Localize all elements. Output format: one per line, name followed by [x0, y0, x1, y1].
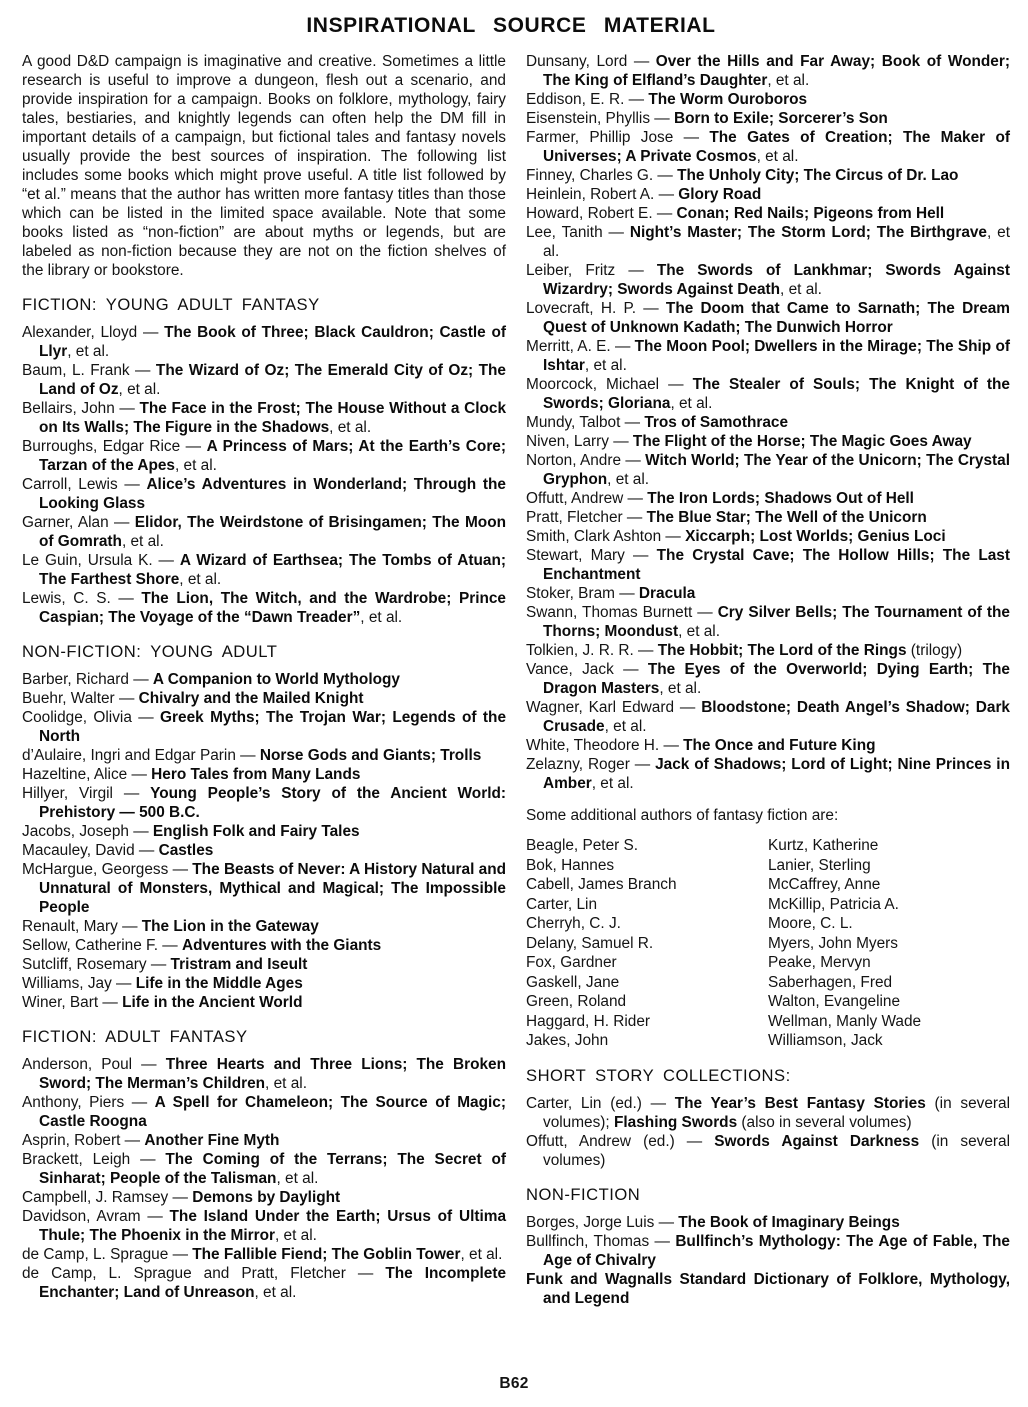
- book-titles: The Worm Ouroboros: [648, 91, 808, 108]
- author-name: Myers, John Myers: [768, 934, 898, 952]
- book-titles: The Stealer of Souls; The Knight of the Swords; Gloriana: [543, 376, 1010, 412]
- book-titles: The Lion in the Gateway: [141, 918, 319, 935]
- book-entry: [526, 1270, 1010, 1308]
- book-entry: [22, 513, 506, 551]
- author-name: Green, Roland: [526, 993, 627, 1010]
- entry-text: Offutt, Andrew —: [526, 490, 648, 507]
- entry-text: , et al.: [767, 72, 810, 89]
- entry-text: Brackett, Leigh —: [22, 1151, 166, 1168]
- page-title: INSPIRATIONAL SOURCE MATERIAL: [306, 14, 716, 37]
- book-titles: Life in the Middle Ages: [135, 975, 303, 992]
- book-entry: [526, 375, 1010, 413]
- section-heading: NON-FICTION: YOUNG ADULT: [22, 642, 278, 661]
- book-titles: Flashing Swords: [614, 1113, 738, 1131]
- entry-text: , et al.: [174, 457, 217, 474]
- entry-text: (also in several volumes): [737, 1113, 912, 1131]
- left-column: [22, 52, 506, 1302]
- entry-text: Lewis, C. S. —: [22, 590, 142, 607]
- book-titles: A Companion to World Mythology: [152, 671, 400, 688]
- book-titles: The Island Under the Earth; Ursus of Ultima Thule; The Phoenix in the Mirror: [39, 1208, 506, 1244]
- author-name: Carter, Lin: [526, 895, 598, 913]
- entry-text: Merritt, A. E. —: [526, 338, 635, 355]
- book-titles: The Unholy City; The Circus of Dr. Lao: [677, 167, 959, 184]
- entry-text: Williams, Jay —: [22, 975, 136, 992]
- book-entry: [526, 261, 1010, 299]
- entry-text: , et al.: [121, 533, 164, 550]
- entry-text: Baum, L. Frank —: [22, 362, 156, 379]
- entry-text: Lee, Tanith —: [526, 224, 630, 241]
- book-entry: [22, 1131, 506, 1150]
- additional-authors-list: [526, 836, 1010, 1051]
- book-entry: [22, 551, 506, 589]
- book-titles: Hero Tales from Many Lands: [151, 766, 361, 783]
- book-entry: [526, 527, 1010, 546]
- book-titles: The Face in the Frost; The House Without a Clock on Its Walls; The Figure in the Shadows: [39, 400, 506, 436]
- entry-text: Asprin, Robert —: [22, 1132, 145, 1149]
- book-entry: [526, 508, 1010, 527]
- entry-text: Le Guin, Ursula K. —: [22, 552, 180, 569]
- author-name: Wellman, Manly Wade: [768, 1012, 922, 1030]
- book-entry: [526, 337, 1010, 375]
- book-entry: [526, 166, 1010, 185]
- entry-text: Barber, Richard —: [22, 671, 153, 688]
- entry-text: , et al.: [67, 343, 110, 360]
- entry-text: Smith, Clark Ashton —: [526, 528, 686, 545]
- book-titles: The Once and Future King: [683, 737, 876, 754]
- book-entry: [526, 432, 1010, 451]
- author-name: Gaskell, Jane: [526, 973, 620, 991]
- book-entry: [526, 736, 1010, 755]
- book-titles: Born to Exile; Sorcerer’s Son: [673, 110, 888, 127]
- entry-text: Carroll, Lewis —: [22, 476, 147, 493]
- book-entry: [22, 361, 506, 399]
- book-entry: [526, 1213, 1010, 1232]
- entry-text: (in several volumes);: [543, 1094, 1010, 1131]
- section-heading: FICTION: ADULT FANTASY: [22, 1027, 248, 1046]
- book-titles: Castles: [158, 842, 214, 859]
- right-column: [526, 52, 1010, 1308]
- book-titles: Conan; Red Nails; Pigeons from Hell: [676, 205, 945, 222]
- entry-text: , et al.: [756, 148, 799, 165]
- author-name: Jakes, John: [526, 1032, 609, 1049]
- book-titles: Young People’s Story of the Ancient World: Prehistory — 500 B.C.: [39, 785, 506, 821]
- entry-text: (trilogy): [906, 642, 963, 659]
- entry-text: , et al.: [659, 680, 702, 697]
- book-entry: [22, 974, 506, 993]
- book-titles: Night’s Master; The Storm Lord; The Birthgrave: [629, 224, 987, 241]
- book-entry: [22, 993, 506, 1012]
- book-entry: [22, 475, 506, 513]
- entry-text: Offutt, Andrew (ed.) —: [526, 1132, 715, 1150]
- entry-text: Swann, Thomas Burnett —: [526, 604, 718, 621]
- book-entry: [22, 917, 506, 936]
- entry-text: , et al.: [780, 281, 822, 298]
- book-entry: [22, 822, 506, 841]
- book-entry: [22, 1264, 506, 1302]
- entry-text: Burroughs, Edgar Rice —: [22, 438, 207, 455]
- book-titles: Elidor, The Weirdstone of Brisingamen; The Moon of Gomrath: [39, 514, 506, 550]
- book-titles: The Iron Lords; Shadows Out of Hell: [647, 490, 914, 507]
- entry-text: Finney, Charles G. —: [526, 167, 678, 184]
- book-titles: Another Fine Myth: [144, 1132, 280, 1149]
- entry-text: Vance, Jack —: [526, 661, 648, 678]
- book-entry: [526, 128, 1010, 166]
- entry-text: Anderson, Poul —: [22, 1056, 166, 1073]
- book-titles: The Beasts of Never: A History Natural and Unnatural of Monsters, Mythical and Magical; The Impossible People: [39, 861, 507, 916]
- book-entry: [526, 755, 1010, 793]
- entry-text: Eisenstein, Phyllis —: [526, 110, 674, 127]
- author-name: Kurtz, Katherine: [768, 837, 879, 854]
- entry-text: , et al.: [265, 1075, 307, 1092]
- entry-text: , et al.: [254, 1284, 297, 1301]
- entry-text: Alexander, Lloyd —: [22, 324, 165, 341]
- book-titles: Life in the Ancient World: [122, 994, 303, 1011]
- book-entry: [22, 1188, 506, 1207]
- entry-text: de Camp, L. Sprague and Pratt, Fletcher —: [22, 1265, 386, 1282]
- book-titles: Chivalry and the Mailed Knight: [138, 690, 364, 707]
- entry-text: Garner, Alan —: [22, 514, 135, 531]
- book-titles: Glory Road: [678, 186, 762, 203]
- entry-text: Anthony, Piers —: [22, 1094, 155, 1111]
- author-name: Cabell, James Branch: [526, 876, 677, 893]
- book-titles: Bloodstone; Death Angel’s Shadow; Dark Crusade: [543, 699, 1010, 735]
- book-entry: [526, 489, 1010, 508]
- entry-text: , et al.: [591, 775, 634, 792]
- entry-text: , et al.: [179, 571, 222, 588]
- entry-text: Winer, Bart —: [22, 994, 123, 1011]
- entry-text: (in several volumes): [543, 1132, 1011, 1169]
- book-entry: [22, 1245, 506, 1264]
- book-entry: [22, 765, 506, 784]
- entry-text: d’Aulaire, Ingri and Edgar Parin —: [22, 747, 260, 764]
- entry-text: Carter, Lin (ed.) —: [526, 1094, 675, 1112]
- entry-text: Howard, Robert E. —: [526, 205, 677, 222]
- book-titles: The Year’s Best Fantasy Stories: [674, 1094, 926, 1112]
- entry-text: , et al.: [607, 471, 650, 488]
- book-entry: [22, 784, 506, 822]
- entry-text: , et al.: [329, 419, 372, 436]
- entry-text: Farmer, Phillip Jose —: [526, 129, 710, 146]
- book-titles: The Gates of Creation; The Maker of Universes; A Private Cosmos: [543, 129, 1011, 165]
- entry-text: , et al.: [678, 623, 720, 640]
- book-titles: Three Hearts and Three Lions; The Broken Sword; The Merman’s Children: [39, 1056, 506, 1092]
- book-entry: [526, 641, 1010, 660]
- book-entry: [22, 860, 506, 917]
- entry-text: Tolkien, J. R. R. —: [526, 642, 658, 659]
- book-entry: [526, 1232, 1010, 1270]
- book-entry: [526, 1132, 1010, 1170]
- entry-text: de Camp, L. Sprague —: [22, 1246, 193, 1263]
- book-titles: Adventures with the Giants: [181, 937, 382, 954]
- book-entry: [526, 603, 1010, 641]
- book-entry: [22, 323, 506, 361]
- book-entry: [22, 955, 506, 974]
- entry-text: , et al.: [584, 357, 627, 374]
- book-entry: [526, 1094, 1010, 1132]
- author-name: Delany, Samuel R.: [526, 934, 654, 952]
- entry-text: Niven, Larry —: [526, 433, 633, 450]
- book-entry: [526, 698, 1010, 736]
- book-titles: Tros of Samothrace: [644, 414, 789, 431]
- author-name: McKillip, Patricia A.: [768, 895, 899, 913]
- two-column-layout: [22, 52, 1010, 1308]
- author-name: Williamson, Jack: [768, 1032, 883, 1049]
- entry-text: Buehr, Walter —: [22, 690, 139, 707]
- book-titles: Demons by Daylight: [192, 1189, 341, 1206]
- intro-paragraph: A good D&D campaign is imaginative and creative. Sometimes a little research is useful to improve a dungeon, flesh out a scenario, and provide inspiration for a campaign. Books on folklore, mythology, fairy tales, bestiaries, and knightly legends can often help the DM fill in important details of a campaign, but fictional tales and fantasy novels usually provide the best sources of inspiration. The following list includes some books which might prove useful. A title list followed by “et al.” means that the author has written more fantasy titles than those which can be listed in the limited space available. Note that some books listed as “non-fiction” are about myths or legends, but are labeled as non-fiction because they are not on the fiction shelves of the library or bookstore.: [22, 53, 506, 279]
- book-titles: The Fallible Fiend; The Goblin Tower: [192, 1246, 461, 1263]
- entry-text: Campbell, J. Ramsey —: [22, 1189, 193, 1206]
- book-titles: The Swords of Lankhmar; Swords Against Wizardry; Swords Against Death: [543, 262, 1010, 298]
- author-name: Fox, Gardner: [526, 954, 617, 971]
- entry-text: Macauley, David —: [22, 842, 159, 859]
- book-entry: [526, 109, 1010, 128]
- book-titles: The Moon Pool; Dwellers in the Mirage; The Ship of Ishtar: [543, 338, 1011, 374]
- book-entry: [22, 437, 506, 475]
- book-titles: Norse Gods and Giants; Trolls: [259, 747, 482, 764]
- book-titles: English Folk and Fairy Tales: [152, 823, 360, 840]
- entry-text: Leiber, Fritz —: [526, 262, 657, 279]
- book-entry: [22, 689, 506, 708]
- book-entry: [22, 746, 506, 765]
- entry-text: , et al.: [118, 381, 161, 398]
- author-name: Bok, Hannes: [526, 856, 615, 874]
- author-name: Peake, Mervyn: [768, 954, 871, 971]
- book-titles: Xiccarph; Lost Worlds; Genius Loci: [685, 528, 946, 545]
- book-entry: [526, 451, 1010, 489]
- author-name: Beagle, Peter S.: [526, 837, 639, 854]
- book-entry: [22, 670, 506, 689]
- entry-text: Norton, Andre —: [526, 452, 646, 469]
- book-entry: [22, 1093, 506, 1131]
- entry-text: Borges, Jorge Luis —: [526, 1213, 679, 1231]
- entry-text: Sellow, Catherine F. —: [22, 937, 182, 954]
- entry-text: McHargue, Georgess —: [22, 861, 193, 878]
- book-titles: Dracula: [638, 585, 696, 602]
- author-name: Walton, Evangeline: [768, 993, 901, 1010]
- author-name: Haggard, H. Rider: [526, 1012, 651, 1030]
- author-name: Saberhagen, Fred: [768, 973, 893, 991]
- book-titles: Jack of Shadows; Lord of Light; Nine Princes in Amber: [543, 756, 1010, 792]
- entry-text: Coolidge, Olivia —: [22, 709, 161, 726]
- book-titles: Funk and Wagnalls Standard Dictionary of Folklore, Mythology, and Legend: [526, 1270, 1010, 1307]
- entry-text: , et al.: [275, 1227, 317, 1244]
- section-heading: FICTION: YOUNG ADULT FANTASY: [22, 295, 320, 314]
- entry-text: Bellairs, John —: [22, 400, 140, 417]
- book-entry: [526, 90, 1010, 109]
- additional-authors-intro: Some additional authors of fantasy fiction are:: [526, 807, 839, 824]
- book-titles: The Wizard of Oz; The Emerald City of Oz; The Land of Oz: [39, 362, 506, 398]
- author-name: McCaffrey, Anne: [768, 876, 881, 893]
- book-titles: The Crystal Cave; The Hollow Hills; The Last Enchantment: [543, 547, 1010, 583]
- entry-text: Mundy, Talbot —: [526, 414, 645, 431]
- book-titles: The Blue Star; The Well of the Unicorn: [646, 509, 927, 526]
- book-titles: A Princess of Mars; At the Earth’s Core; Tarzan of the Apes: [39, 438, 506, 474]
- book-entry: [22, 708, 506, 746]
- entry-text: , et al.: [360, 609, 403, 626]
- section-heading: SHORT STORY COLLECTIONS:: [526, 1065, 791, 1085]
- entry-text: Heinlein, Robert A. —: [526, 186, 679, 203]
- book-titles: Over the Hills and Far Away; Book of Wonder; The King of Elfland’s Daughter: [543, 53, 1010, 89]
- entry-text: Stoker, Bram —: [526, 585, 639, 602]
- book-titles: Swords Against Darkness: [714, 1132, 920, 1150]
- section-heading: NON-FICTION: [526, 1184, 641, 1204]
- book-titles: Tristram and Iseult: [170, 956, 308, 973]
- entry-text: Renault, Mary —: [22, 918, 142, 935]
- book-entry: [526, 185, 1010, 204]
- book-entry: [22, 1055, 506, 1093]
- author-name: Lanier, Sterling: [768, 856, 871, 874]
- authors-column-left: [526, 836, 768, 1051]
- book-titles: The Lion, The Witch, and the Wardrobe; Prince Caspian; The Voyage of the “Dawn Treader”: [39, 590, 506, 626]
- author-name: Cherryh, C. J.: [526, 915, 621, 932]
- book-titles: The Doom that Came to Sarnath; The Dream Quest of Unknown Kadath; The Dunwich Horror: [543, 300, 1010, 336]
- book-entry: [22, 589, 506, 627]
- entry-text: Stewart, Mary —: [526, 547, 657, 564]
- book-titles: Witch World; The Year of the Unicorn; The Crystal Gryphon: [543, 452, 1010, 488]
- entry-text: White, Theodore H. —: [526, 737, 684, 754]
- entry-text: Jacobs, Joseph —: [22, 823, 153, 840]
- entry-text: Dunsany, Lord —: [526, 53, 656, 70]
- book-titles: A Wizard of Earthsea; The Tombs of Atuan; The Farthest Shore: [39, 552, 506, 588]
- book-entry: [22, 936, 506, 955]
- entry-text: , et al.: [543, 224, 1011, 260]
- entry-text: Moorcock, Michael —: [526, 376, 693, 393]
- book-titles: The Coming of the Terrans; The Secret of Sinharat; People of the Talisman: [39, 1151, 507, 1187]
- book-titles: The Book of Three; Black Cauldron; Castle of Llyr: [39, 324, 506, 360]
- book-entry: [22, 1207, 506, 1245]
- page-number: B62: [499, 1375, 529, 1392]
- book-entry: [22, 1150, 506, 1188]
- entry-text: , et al.: [670, 395, 713, 412]
- book-titles: The Flight of the Horse; The Magic Goes Away: [632, 433, 972, 450]
- entry-text: Davidson, Avram —: [22, 1208, 170, 1225]
- author-name: Moore, C. L.: [768, 915, 853, 932]
- book-titles: Alice’s Adventures in Wonderland; Through the Looking Glass: [39, 476, 506, 512]
- book-titles: The Hobbit; The Lord of the Rings: [657, 642, 907, 659]
- entry-text: , et al.: [276, 1170, 319, 1187]
- entry-text: Pratt, Fletcher —: [526, 509, 647, 526]
- book-titles: A Spell for Chameleon; The Source of Magic; Castle Roogna: [39, 1094, 506, 1130]
- book-entry: [526, 223, 1010, 261]
- book-entry: [526, 546, 1010, 584]
- entry-text: Wagner, Karl Edward —: [526, 699, 702, 716]
- book-entry: [526, 52, 1010, 90]
- book-titles: Bullfinch’s Mythology: The Age of Fable, The Age of Chivalry: [543, 1232, 1010, 1269]
- entry-text: , et al.: [460, 1246, 503, 1263]
- entry-text: Hillyer, Virgil —: [22, 785, 151, 802]
- entry-text: Lovecraft, H. P. —: [526, 300, 666, 317]
- entry-text: Sutcliff, Rosemary —: [22, 956, 171, 973]
- authors-column-right: [768, 836, 1010, 1051]
- book-entry: [526, 584, 1010, 603]
- book-entry: [22, 399, 506, 437]
- book-entry: [526, 299, 1010, 337]
- entry-text: , et al.: [604, 718, 647, 735]
- entry-text: Hazeltine, Alice —: [22, 766, 152, 783]
- book-titles: The Book of Imaginary Beings: [678, 1213, 900, 1231]
- book-entry: [526, 660, 1010, 698]
- book-entry: [526, 413, 1010, 432]
- book-titles: Cry Silver Bells; The Tournament of the Thorns; Moondust: [543, 604, 1010, 640]
- entry-text: Zelazny, Roger —: [526, 756, 656, 773]
- entry-text: Bullfinch, Thomas —: [526, 1232, 676, 1250]
- book-entry: [526, 204, 1010, 223]
- book-titles: Greek Myths; The Trojan War; Legends of the North: [39, 709, 506, 745]
- entry-text: Eddison, E. R. —: [526, 91, 649, 108]
- book-titles: The Incomplete Enchanter; Land of Unreason: [39, 1265, 507, 1301]
- book-titles: The Eyes of the Overworld; Dying Earth; The Dragon Masters: [543, 661, 1010, 697]
- book-entry: [22, 841, 506, 860]
